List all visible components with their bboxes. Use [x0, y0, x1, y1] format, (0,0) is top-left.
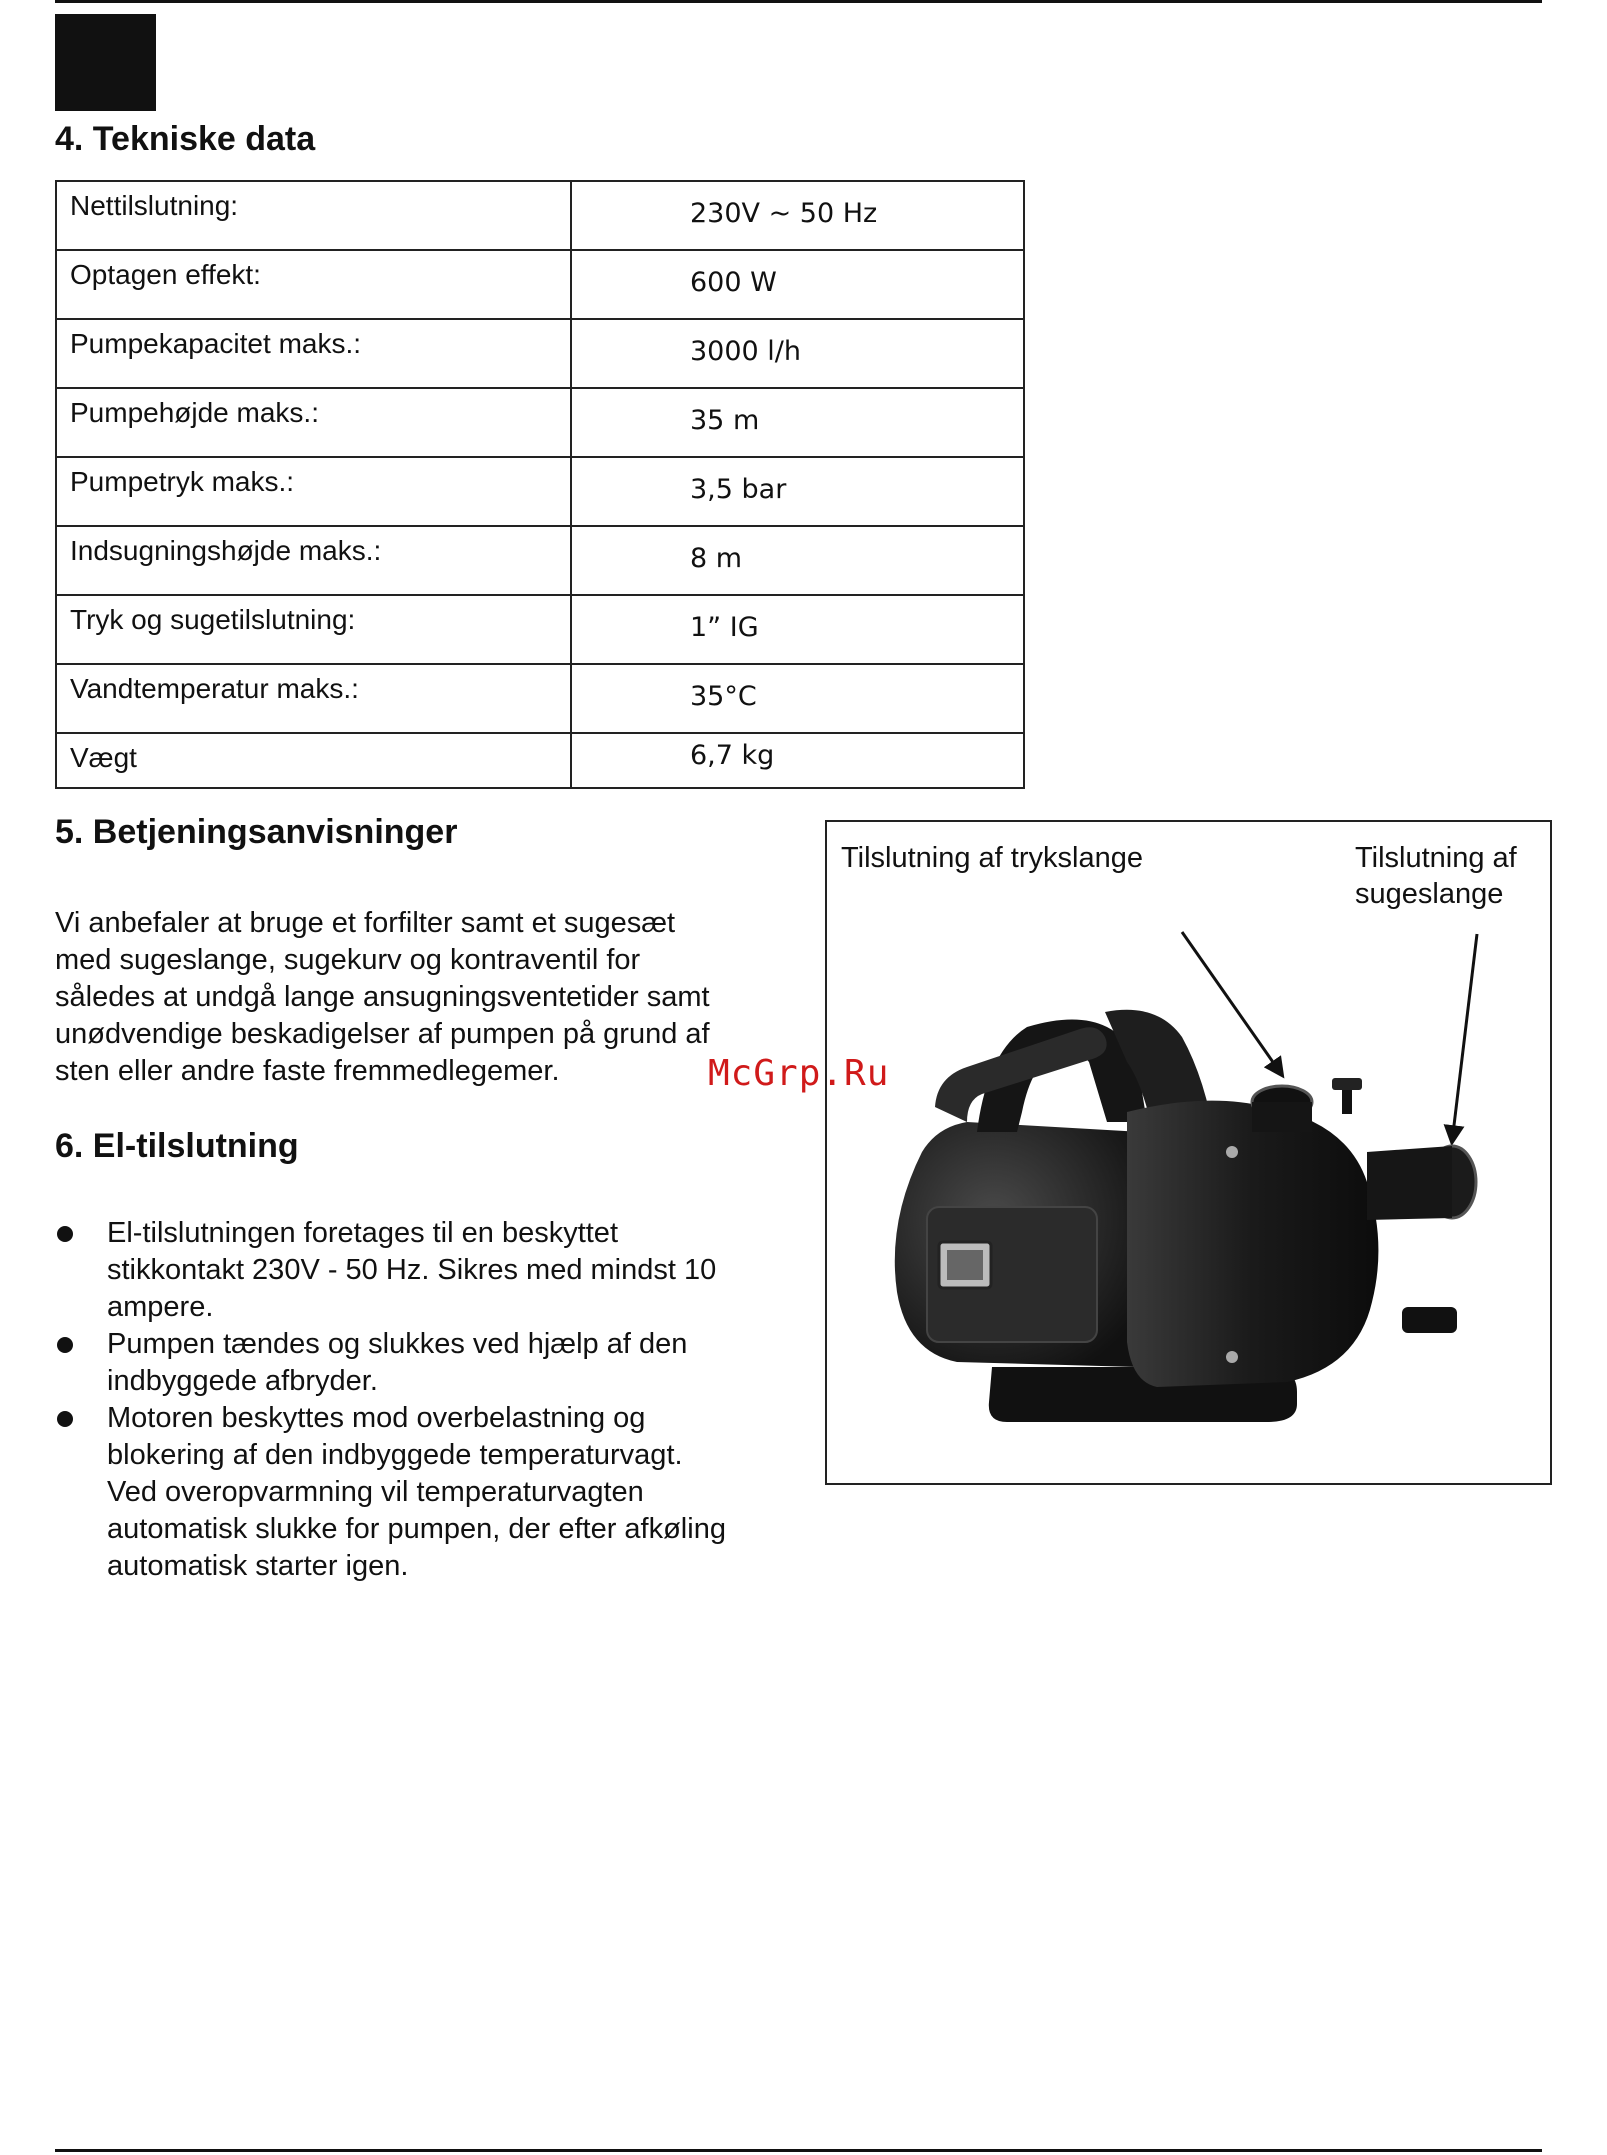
spec-value: 35°C — [571, 664, 1024, 733]
section-6-heading: 6. El-tilslutning — [55, 1127, 299, 1165]
spec-label: Optagen effekt: — [56, 250, 571, 319]
table-row — [56, 181, 1024, 250]
bullet-icon — [57, 1226, 73, 1242]
technical-data-table — [55, 180, 1025, 789]
spec-label: Pumpehøjde maks.: — [56, 388, 571, 457]
suction-port-neck — [1367, 1146, 1452, 1220]
spec-value: 35 m — [571, 388, 1024, 457]
list-item-text: Pumpen tændes og slukkes ved hjælp af den indbyggede afbryder. — [107, 1328, 688, 1397]
section-marker-block — [55, 14, 156, 111]
pressure-port-neck — [1252, 1102, 1312, 1132]
bolt-icon — [1226, 1351, 1238, 1363]
bolt-icon — [1226, 1146, 1238, 1158]
spec-label: Nettilslutning: — [56, 181, 571, 250]
bottom-rule — [55, 2149, 1542, 2152]
operating-instructions-paragraph: Vi anbefaler at bruge et forfilter samt et sugesæt med sugeslange, sugekurv og kontraventil for således at undgå lange ansugningsventetider samt unødvendige beskadigelser af pumpen på grund af sten eller andre faste fremmedlegemer. — [55, 907, 710, 1087]
spec-label: Pumpekapacitet maks.: — [56, 319, 571, 388]
list-item — [55, 1215, 795, 1326]
drain-plug — [1402, 1307, 1457, 1333]
electrical-connection-list — [55, 1215, 795, 1585]
section-4-heading: 4. Tekniske data — [55, 120, 316, 158]
bullet-icon — [57, 1411, 73, 1427]
suction-hose-caption: Tilslutning af sugeslange — [1355, 842, 1517, 910]
table-row — [56, 457, 1024, 526]
spec-value: 230V ~ 50 Hz — [571, 181, 1024, 250]
spec-label: Indsugningshøjde maks.: — [56, 526, 571, 595]
pump-figure — [825, 820, 1552, 1485]
table-row — [56, 526, 1024, 595]
table-row — [56, 733, 1024, 788]
list-item — [55, 1326, 795, 1400]
pump-housing — [1127, 1101, 1378, 1387]
spec-value: 3000 l/h — [571, 319, 1024, 388]
table-row — [56, 250, 1024, 319]
watermark: McGrp.Ru — [708, 1053, 890, 1094]
spec-value: 1” IG — [571, 595, 1024, 664]
spec-label: Vægt — [56, 733, 571, 788]
suction-arrow — [1452, 934, 1477, 1142]
spec-value: 600 W — [571, 250, 1024, 319]
section-5-heading: 5. Betjeningsanvisninger — [55, 813, 458, 851]
spec-value: 8 m — [571, 526, 1024, 595]
list-item-text: Motoren beskyttes mod overbelastning og blokering af den indbyggede temperaturvagt. Ved overopvarmning vil temperaturvagten automatisk slukke for pumpen, der efter afkøling automatisk starter igen. — [107, 1402, 726, 1582]
pressure-arrow — [1182, 932, 1282, 1075]
spec-value: 6,7 kg — [571, 733, 1024, 788]
table-row — [56, 319, 1024, 388]
table-row — [56, 664, 1024, 733]
spec-label: Vandtemperatur maks.: — [56, 664, 571, 733]
list-item-text: El-tilslutningen foretages til en beskyttet stikkontakt 230V - 50 Hz. Sikres med mindst 10 ampere. — [107, 1217, 717, 1323]
switch-rocker — [947, 1250, 983, 1280]
vent-screw-cap — [1332, 1078, 1362, 1090]
spec-label: Pumpetryk maks.: — [56, 457, 571, 526]
table-row — [56, 388, 1024, 457]
spec-value: 3,5 bar — [571, 457, 1024, 526]
bullet-icon — [57, 1337, 73, 1353]
table-row — [56, 595, 1024, 664]
list-item — [55, 1400, 795, 1585]
pump-illustration — [827, 822, 1554, 1487]
spec-label: Tryk og sugetilslutning: — [56, 595, 571, 664]
top-rule — [55, 0, 1542, 3]
pressure-hose-caption: Tilslutning af trykslange — [841, 842, 1143, 874]
